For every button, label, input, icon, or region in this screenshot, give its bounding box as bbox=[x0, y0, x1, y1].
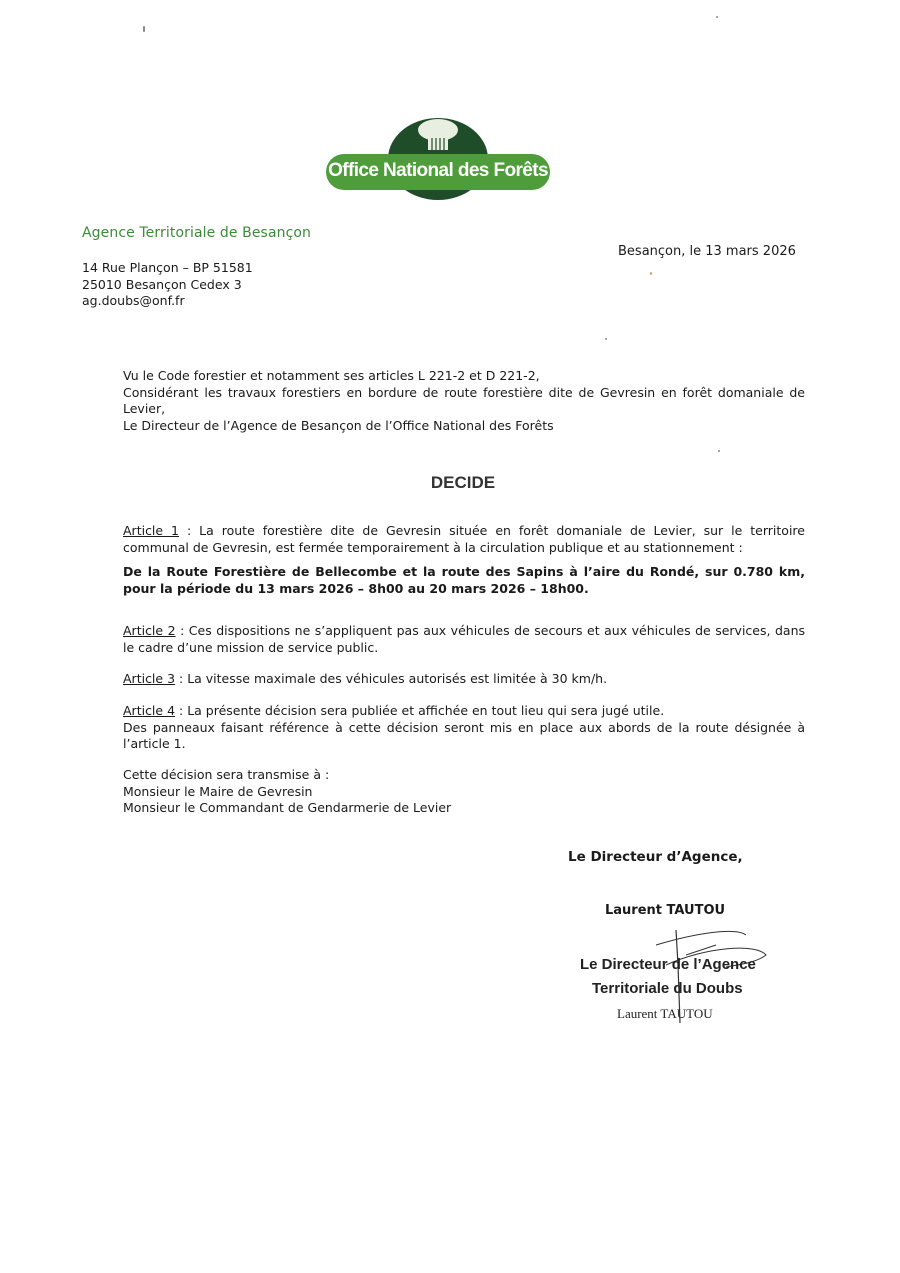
article-1-label: Article 1 bbox=[123, 523, 180, 538]
preamble-line-3: Le Directeur de l’Agence de Besançon de l’Office National des Forêts bbox=[123, 417, 554, 433]
article-4-label: Article 4 bbox=[123, 703, 176, 718]
stamp-line-2: Territoriale du Doubs bbox=[592, 980, 743, 997]
decide-heading: DECIDE bbox=[430, 473, 496, 492]
address-line-1: 14 Rue Plançon – BP 51581 bbox=[82, 260, 253, 275]
preamble bbox=[123, 368, 805, 434]
article-1-text: : La route forestière dite de Gevresin située en forêt domaniale de Levier, sur le territoire communal de Gevresin, est fermée temporairement à la circulation publique et au stationnement : bbox=[123, 523, 805, 555]
article-4-text-2: Des panneaux faisant référence à cette décision seront mis en place aux abords de la route désignée à l’article 1. bbox=[123, 719, 805, 751]
article-2-label: Article 2 bbox=[123, 623, 176, 638]
logo-text: Office National des Forêts bbox=[328, 160, 548, 181]
address-line-2: 25010 Besançon Cedex 3 bbox=[82, 276, 242, 292]
transmission-intro: Cette décision sera transmise à : bbox=[123, 767, 330, 782]
scan-speck bbox=[143, 26, 145, 32]
agency-name: Agence Territoriale de Besançon bbox=[82, 225, 312, 241]
scan-speck bbox=[718, 450, 720, 452]
agency-address bbox=[82, 260, 253, 310]
recipient-1: Monsieur le Maire de Gevresin bbox=[123, 783, 313, 799]
article-2-text: : Ces dispositions ne s’appliquent pas aux véhicules de secours et aux véhicules de services, dans le cadre d’une mission de service public. bbox=[123, 623, 805, 655]
transmission-list bbox=[123, 767, 805, 817]
preamble-line-2: Considérant les travaux forestiers en bordure de route forestière dite de Gevresin en forêt domaniale de Levier, bbox=[123, 384, 805, 416]
stamp-line-3: Laurent TAUTOU bbox=[617, 1006, 713, 1021]
onf-logo-graphic bbox=[324, 112, 552, 200]
article-3-label: Article 3 bbox=[123, 671, 176, 686]
address-email: ag.doubs@onf.fr bbox=[82, 293, 185, 308]
scan-speck bbox=[650, 272, 652, 275]
article-2 bbox=[123, 623, 805, 656]
preamble-line-1: Vu le Code forestier et notamment ses articles L 221-2 et D 221-2, bbox=[123, 368, 540, 383]
article-3-text: : La vitesse maximale des véhicules autorisés est limitée à 30 km/h. bbox=[175, 671, 608, 686]
onf-logo bbox=[324, 112, 552, 200]
article-4-text: : La présente décision sera publiée et affichée en tout lieu qui sera jugé utile. bbox=[175, 703, 665, 718]
scan-speck bbox=[716, 16, 718, 18]
recipient-2: Monsieur le Commandant de Gendarmerie de Levier bbox=[123, 800, 452, 815]
scan-speck bbox=[605, 338, 607, 340]
article-4 bbox=[123, 703, 805, 753]
stamp-line-1: Le Directeur de l’Agence bbox=[580, 956, 756, 973]
letter-date: Besançon, le 13 mars 2026 bbox=[618, 244, 796, 259]
article-3 bbox=[123, 671, 805, 688]
signature-name: Laurent TAUTOU bbox=[605, 903, 726, 918]
signature-title: Le Directeur d’Agence, bbox=[568, 849, 743, 865]
article-1 bbox=[123, 523, 805, 556]
article-1-closure-details: De la Route Forestière de Bellecombe et la route des Sapins à l’aire du Rondé, sur 0.780 km, pour la période du 13 mars 2026 – 8h00 au 20 mars 2026 – 18h00. bbox=[123, 564, 805, 596]
